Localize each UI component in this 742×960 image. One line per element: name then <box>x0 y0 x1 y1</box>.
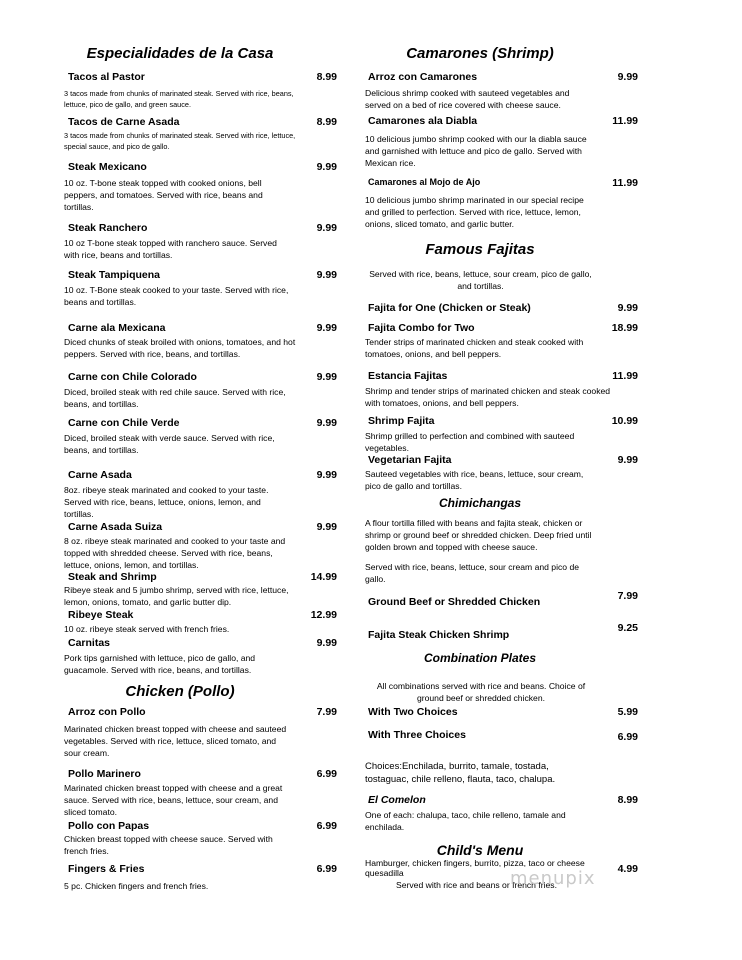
fajitas-intro: Served with rice, beans, lettuce, sour cream, pico de gallo, and tortillas. <box>369 269 592 291</box>
menu-item-name: Carne ala Mexicana <box>68 322 166 334</box>
menu-item-name: Carne Asada Suiza <box>68 521 163 533</box>
menu-item-name: Ground Beef or Shredded Chicken <box>368 596 541 608</box>
menu-item-price: 6.99 <box>316 768 337 780</box>
menu-item-name: Fajita for One (Chicken or Steak) <box>368 302 531 314</box>
menu-item-price: 9.99 <box>316 637 337 649</box>
menu-item-price: 6.99 <box>617 731 638 743</box>
menu-item-name: Steak Ranchero <box>68 222 148 234</box>
menu-item-name: Carne con Chile Colorado <box>68 371 197 383</box>
menu-item-name: Fajita Steak Chicken Shrimp <box>368 629 510 641</box>
menu-item-desc: Chicken breast topped with cheese sauce. Served with french fries. <box>64 834 273 856</box>
menu-item-desc: 8oz. ribeye steak marinated and cooked to your taste. Served with rice, beans, lettuce, onions, lemon, and tortillas. <box>64 485 269 519</box>
menu-item-desc: Ribeye steak and 5 jumbo shrimp, served with rice, lettuce, lemon, onions, tomato, and garlic butter dip. <box>64 585 289 607</box>
menu-item-desc: 3 tacos made from chunks of marinated steak. Served with rice, lettuce, special sauce, and pico de gallo. <box>64 131 296 151</box>
menu-item-name: Arroz con Camarones <box>368 71 478 83</box>
menu-item-price: 5.99 <box>617 706 638 718</box>
menu-item-price: 7.99 <box>316 706 337 718</box>
menu-item-desc: 10 delicious jumbo shrimp cooked with our la diabla sauce and garnished with lettuce and pico de gallo. Served with Mexican rice. <box>365 134 587 168</box>
chimichangas-desc: A flour tortilla filled with beans and fajita steak, chicken or shrimp or ground beef or shredded chicken. Deep fried until golden brown and topped with cheese sauce. <box>365 518 592 552</box>
menu-item-desc: Shrimp grilled to perfection and combined with sauteed vegetables. <box>365 431 575 453</box>
menu-item-price: 9.25 <box>617 622 638 634</box>
menu-item-price: 11.99 <box>612 370 638 382</box>
watermark-text: menupix <box>510 868 596 889</box>
chimichangas-served: Served with rice, beans, lettuce, sour cream and pico de gallo. <box>365 562 580 584</box>
menu-item-price: 9.99 <box>316 161 337 173</box>
menu-item-name: Steak Mexicano <box>68 161 147 173</box>
menu-item-desc: One of each: chalupa, taco, chile relleno, tamale and enchilada. <box>365 810 566 832</box>
menu-item-price: 11.99 <box>612 115 638 127</box>
menu-item-desc: 10 oz T-bone steak topped with ranchero sauce. Served with rice, beans and tortillas. <box>64 238 277 260</box>
combination-choices: Choices:Enchilada, burrito, tamale, tostada, tostaguac, chile relleno, flauta, taco, chalupa. <box>365 761 556 785</box>
menu-item-price: 7.99 <box>617 590 638 602</box>
especialidades-title: Especialidades de la Casa <box>86 45 274 62</box>
menu-item-desc: Tender strips of marinated chicken and steak cooked with tomatoes, onions, and bell peppers. <box>365 337 584 359</box>
menu-item-name: Pollo con Papas <box>68 820 150 832</box>
menu-item-desc: Shrimp and tender strips of marinated chicken and steak cooked with tomatoes, onions, and bell peppers. <box>365 386 611 408</box>
menu-item-price: 9.99 <box>316 521 337 533</box>
menu-item-desc: Diced, broiled steak with verde sauce. Served with rice, beans, and tortillas. <box>64 433 275 455</box>
menu-item-name: Vegetarian Fajita <box>368 454 452 466</box>
menu-item-price: 8.99 <box>617 794 638 806</box>
childs-menu-price: 4.99 <box>617 863 638 875</box>
menu-item-desc: 5 pc. Chicken fingers and french fries. <box>64 881 209 891</box>
menu-item-desc: 10 oz. T-bone steak topped with cooked onions, bell peppers, and tomatoes. Served with rice, beans and tortillas. <box>64 178 263 212</box>
childs-menu-title: Child's Menu <box>436 842 524 858</box>
menu-item-price: 9.99 <box>316 469 337 481</box>
menu-item-price: 9.99 <box>316 371 337 383</box>
menu-item-price: 18.99 <box>611 322 638 334</box>
menu-item-name: Fajita Combo for Two <box>368 322 475 334</box>
menu-item-desc: 3 tacos made from chunks of marinated steak. Served with rice, beans, lettuce, pico de gallo, and green sauce. <box>64 89 294 109</box>
menu-item-name: With Three Choices <box>368 729 466 741</box>
menu-item-price: 8.99 <box>316 71 337 83</box>
menu-item-price: 9.99 <box>316 322 337 334</box>
menu-item-name: Carnitas <box>68 637 111 649</box>
menu-item-desc: 10 oz. T-Bone steak cooked to your taste. Served with rice, beans and tortillas. <box>64 285 289 307</box>
menu-item-name: With Two Choices <box>368 706 458 718</box>
menu-item-price: 9.99 <box>316 222 337 234</box>
menu-item-price: 8.99 <box>316 116 337 128</box>
shrimp-title: Camarones (Shrimp) <box>406 45 554 62</box>
menu-item-price: 9.99 <box>617 71 638 83</box>
fajitas-title: Famous Fajitas <box>425 241 535 258</box>
menu-item-name: Tacos al Pastor <box>68 71 145 83</box>
menu-item-price: 9.99 <box>316 417 337 429</box>
menu-item-name: Tacos de Carne Asada <box>68 116 180 128</box>
menu-item-price: 6.99 <box>316 820 337 832</box>
menu-item-desc: 10 delicious jumbo shrimp marinated in our special recipe and grilled to perfection. Served with rice, lettuce, lemon, onions, sliced tomato, and garlic butter. <box>365 195 584 229</box>
menu-item-desc: Marinated chicken breast topped with cheese and a great sauce. Served with rice, beans, lettuce, sour cream, and sliced tomato. <box>64 783 283 817</box>
combination-intro: All combinations served with rice and beans. Choice of ground beef or shredded chicken. <box>376 681 586 703</box>
menu-item-price: 12.99 <box>310 609 337 621</box>
menu-item-name: Arroz con Pollo <box>68 706 146 718</box>
menu-item-name: Steak and Shrimp <box>68 571 157 583</box>
menu-item-name: Camarones ala Diabla <box>368 115 478 127</box>
menu-item-name: Steak Tampiquena <box>68 269 160 281</box>
chimichangas-title: Chimichangas <box>438 496 522 510</box>
menu-item-desc: Diced, broiled steak with red chile sauce. Served with rice, beans, and tortillas. <box>64 387 286 409</box>
menu-item-price: 10.99 <box>611 415 638 427</box>
childs-menu-served: Served with rice and beans or french fries. <box>396 880 557 890</box>
menu-item-price: 6.99 <box>316 863 337 875</box>
menu-item-name: El Comelon <box>368 794 426 806</box>
menu-item-price: 9.99 <box>316 269 337 281</box>
childs-menu-desc: Hamburger, chicken fingers, burrito, pizza, taco or cheese quesadilla <box>365 858 585 878</box>
menu-item-price: 14.99 <box>310 571 337 583</box>
menu-item-desc: 10 oz. ribeye steak served with french fries. <box>64 624 230 634</box>
menu-item-desc: 8 oz. ribeye steak marinated and cooked to your taste and topped with shredded cheese. Served with rice, beans, lettuce, onions, lemon, and tortillas. <box>64 536 286 570</box>
menu-item-name: Shrimp Fajita <box>368 415 435 427</box>
combination-title: Combination Plates <box>423 651 536 665</box>
menu-item-name: Pollo Marinero <box>68 768 141 780</box>
menu-item-name: Carne con Chile Verde <box>68 417 180 429</box>
menu-item-name: Estancia Fajitas <box>368 370 448 382</box>
menu-item-price: 9.99 <box>617 302 638 314</box>
menu-item-price: 11.99 <box>612 177 638 189</box>
menu-item-desc: Diced chunks of steak broiled with onions, tomatoes, and hot peppers. Served with rice, beans, and tortillas. <box>64 337 296 359</box>
menu-item-desc: Delicious shrimp cooked with sauteed vegetables and served on a bed of rice covered with cheese sauce. <box>365 88 570 110</box>
chicken-title: Chicken (Pollo) <box>125 683 235 700</box>
menu-item-name: Fingers & Fries <box>68 863 145 875</box>
menu-item-desc: Marinated chicken breast topped with cheese and sauteed vegetables. Served with rice, lettuce, sliced tomato, and sour cream. <box>64 724 287 758</box>
menu-item-name: Ribeye Steak <box>68 609 134 621</box>
menu-item-desc: Pork tips garnished with lettuce, pico de gallo, and guacamole. Served with rice, beans, and tortillas. <box>64 653 256 675</box>
menu-item-name: Camarones al Mojo de Ajo <box>368 177 481 187</box>
menu-item-name: Carne Asada <box>68 469 132 481</box>
menu-item-price: 9.99 <box>617 454 638 466</box>
menu-item-desc: Sauteed vegetables with rice, beans, lettuce, sour cream, pico de gallo and tortillas. <box>365 469 584 491</box>
